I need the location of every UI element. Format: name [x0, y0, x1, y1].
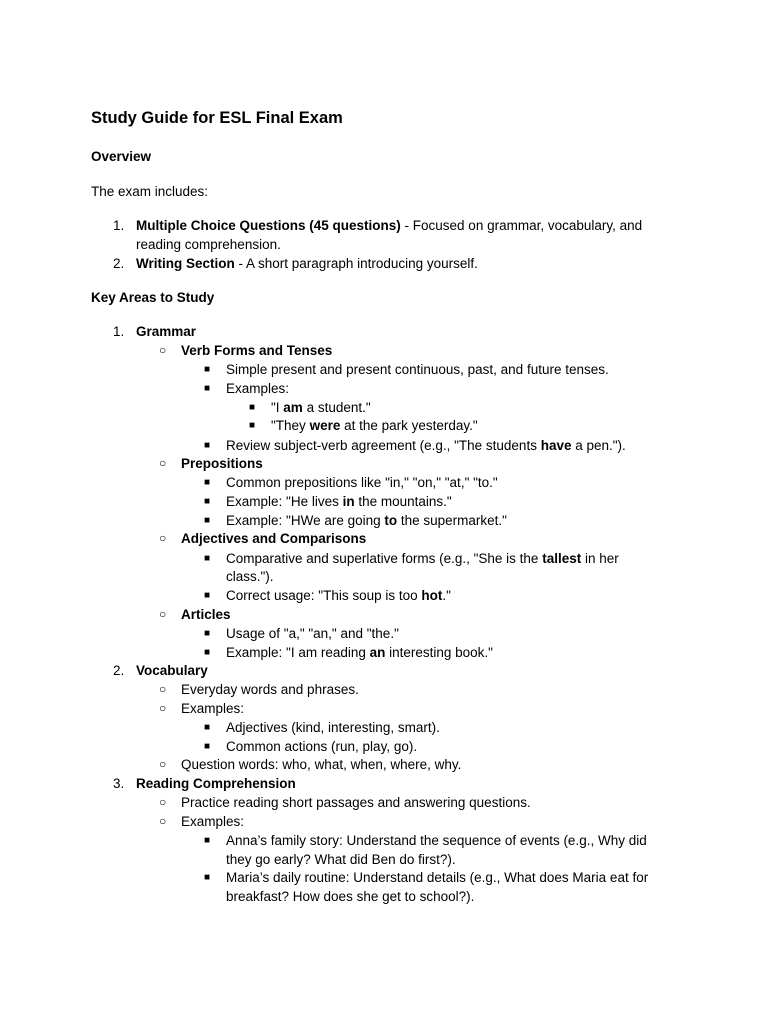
circle-bullet: ○: [159, 343, 167, 357]
square-bullet: ■: [204, 628, 211, 639]
square-bullet: ■: [204, 553, 211, 564]
circle-bullet: ○: [159, 682, 167, 696]
list-item: Maria’s daily routine: Understand details (e.g., What does Maria eat for: [226, 870, 649, 885]
list-item: Usage of "a," "an," and "the.": [226, 626, 399, 641]
section-vocabulary: Vocabulary: [136, 663, 208, 678]
section-reading-comprehension: Reading Comprehension: [136, 776, 296, 791]
list-number: 2.: [113, 256, 125, 271]
key-areas-heading: Key Areas to Study: [91, 290, 215, 305]
square-bullet: ■: [249, 420, 256, 431]
square-bullet: ■: [249, 402, 256, 413]
topic-verb-forms: Verb Forms and Tenses: [181, 343, 333, 358]
list-item: Review subject-verb agreement (e.g., "The students have a pen.").: [226, 438, 626, 453]
list-item-continued: breakfast? How does she get to school?).: [226, 889, 475, 904]
exam-part-label: Writing Section: [136, 256, 235, 271]
list-item: Example: "HWe are going to the supermarket.": [226, 513, 507, 528]
list-number: 3.: [113, 776, 125, 791]
square-bullet: ■: [204, 741, 211, 752]
circle-bullet: ○: [159, 607, 167, 621]
list-item: Correct usage: "This soup is too hot.": [226, 588, 451, 603]
square-bullet: ■: [204, 440, 211, 451]
list-item: Simple present and present continuous, past, and future tenses.: [226, 362, 609, 377]
list-item: Question words: who, what, when, where, why.: [181, 757, 462, 772]
square-bullet: ■: [204, 496, 211, 507]
list-item: Examples:: [181, 814, 245, 829]
square-bullet: ■: [204, 590, 211, 601]
square-bullet: ■: [204, 383, 211, 394]
exam-part-description: - Focused on grammar, vocabulary, and: [400, 218, 643, 233]
circle-bullet: ○: [159, 531, 167, 545]
topic-adjectives: Adjectives and Comparisons: [181, 531, 367, 546]
square-bullet: ■: [204, 835, 211, 846]
list-item-continued: class.").: [226, 569, 274, 584]
list-item: Example: "He lives in the mountains.": [226, 494, 452, 509]
document-title: Study Guide for ESL Final Exam: [91, 109, 343, 127]
exam-intro: The exam includes:: [91, 184, 209, 199]
list-number: 1.: [113, 324, 125, 339]
circle-bullet: ○: [159, 757, 167, 771]
square-bullet: ■: [204, 515, 211, 526]
list-item: Practice reading short passages and answering questions.: [181, 795, 531, 810]
topic-prepositions: Prepositions: [181, 456, 263, 471]
circle-bullet: ○: [159, 814, 167, 828]
exam-part-label: Multiple Choice Questions (45 questions): [136, 218, 401, 233]
exam-part-description: - A short paragraph introducing yourself.: [234, 256, 478, 271]
square-bullet: ■: [204, 477, 211, 488]
square-bullet: ■: [204, 364, 211, 375]
square-bullet: ■: [204, 872, 211, 883]
list-number: 1.: [113, 218, 125, 233]
list-item: Adjectives (kind, interesting, smart).: [226, 720, 440, 735]
list-item: Everyday words and phrases.: [181, 682, 359, 697]
exam-part-writing: [136, 254, 478, 273]
list-item: Comparative and superlative forms (e.g., "She is the tallest in her: [226, 551, 619, 566]
list-item: Examples:: [181, 701, 245, 716]
list-item-continued: they go early? What did Ben do first?).: [226, 852, 456, 867]
exam-part-multiple-choice: [136, 216, 642, 235]
example-item: "They were at the park yesterday.": [271, 418, 478, 433]
list-number: 2.: [113, 663, 125, 678]
circle-bullet: ○: [159, 795, 167, 809]
list-item: Anna’s family story: Understand the sequence of events (e.g., Why did: [226, 833, 647, 848]
circle-bullet: ○: [159, 456, 167, 470]
topic-articles: Articles: [181, 607, 231, 622]
list-item: Example: "I am reading an interesting book.": [226, 645, 493, 660]
overview-heading: Overview: [91, 149, 152, 164]
list-item: Common prepositions like "in," "on," "at," "to.": [226, 475, 498, 490]
exam-part-description-continued: reading comprehension.: [136, 237, 281, 252]
circle-bullet: ○: [159, 701, 167, 715]
section-grammar: Grammar: [136, 324, 197, 339]
list-item: Common actions (run, play, go).: [226, 739, 418, 754]
example-item: "I am a student.": [271, 400, 371, 415]
list-item: Examples:: [226, 381, 290, 396]
square-bullet: ■: [204, 722, 211, 733]
square-bullet: ■: [204, 647, 211, 658]
